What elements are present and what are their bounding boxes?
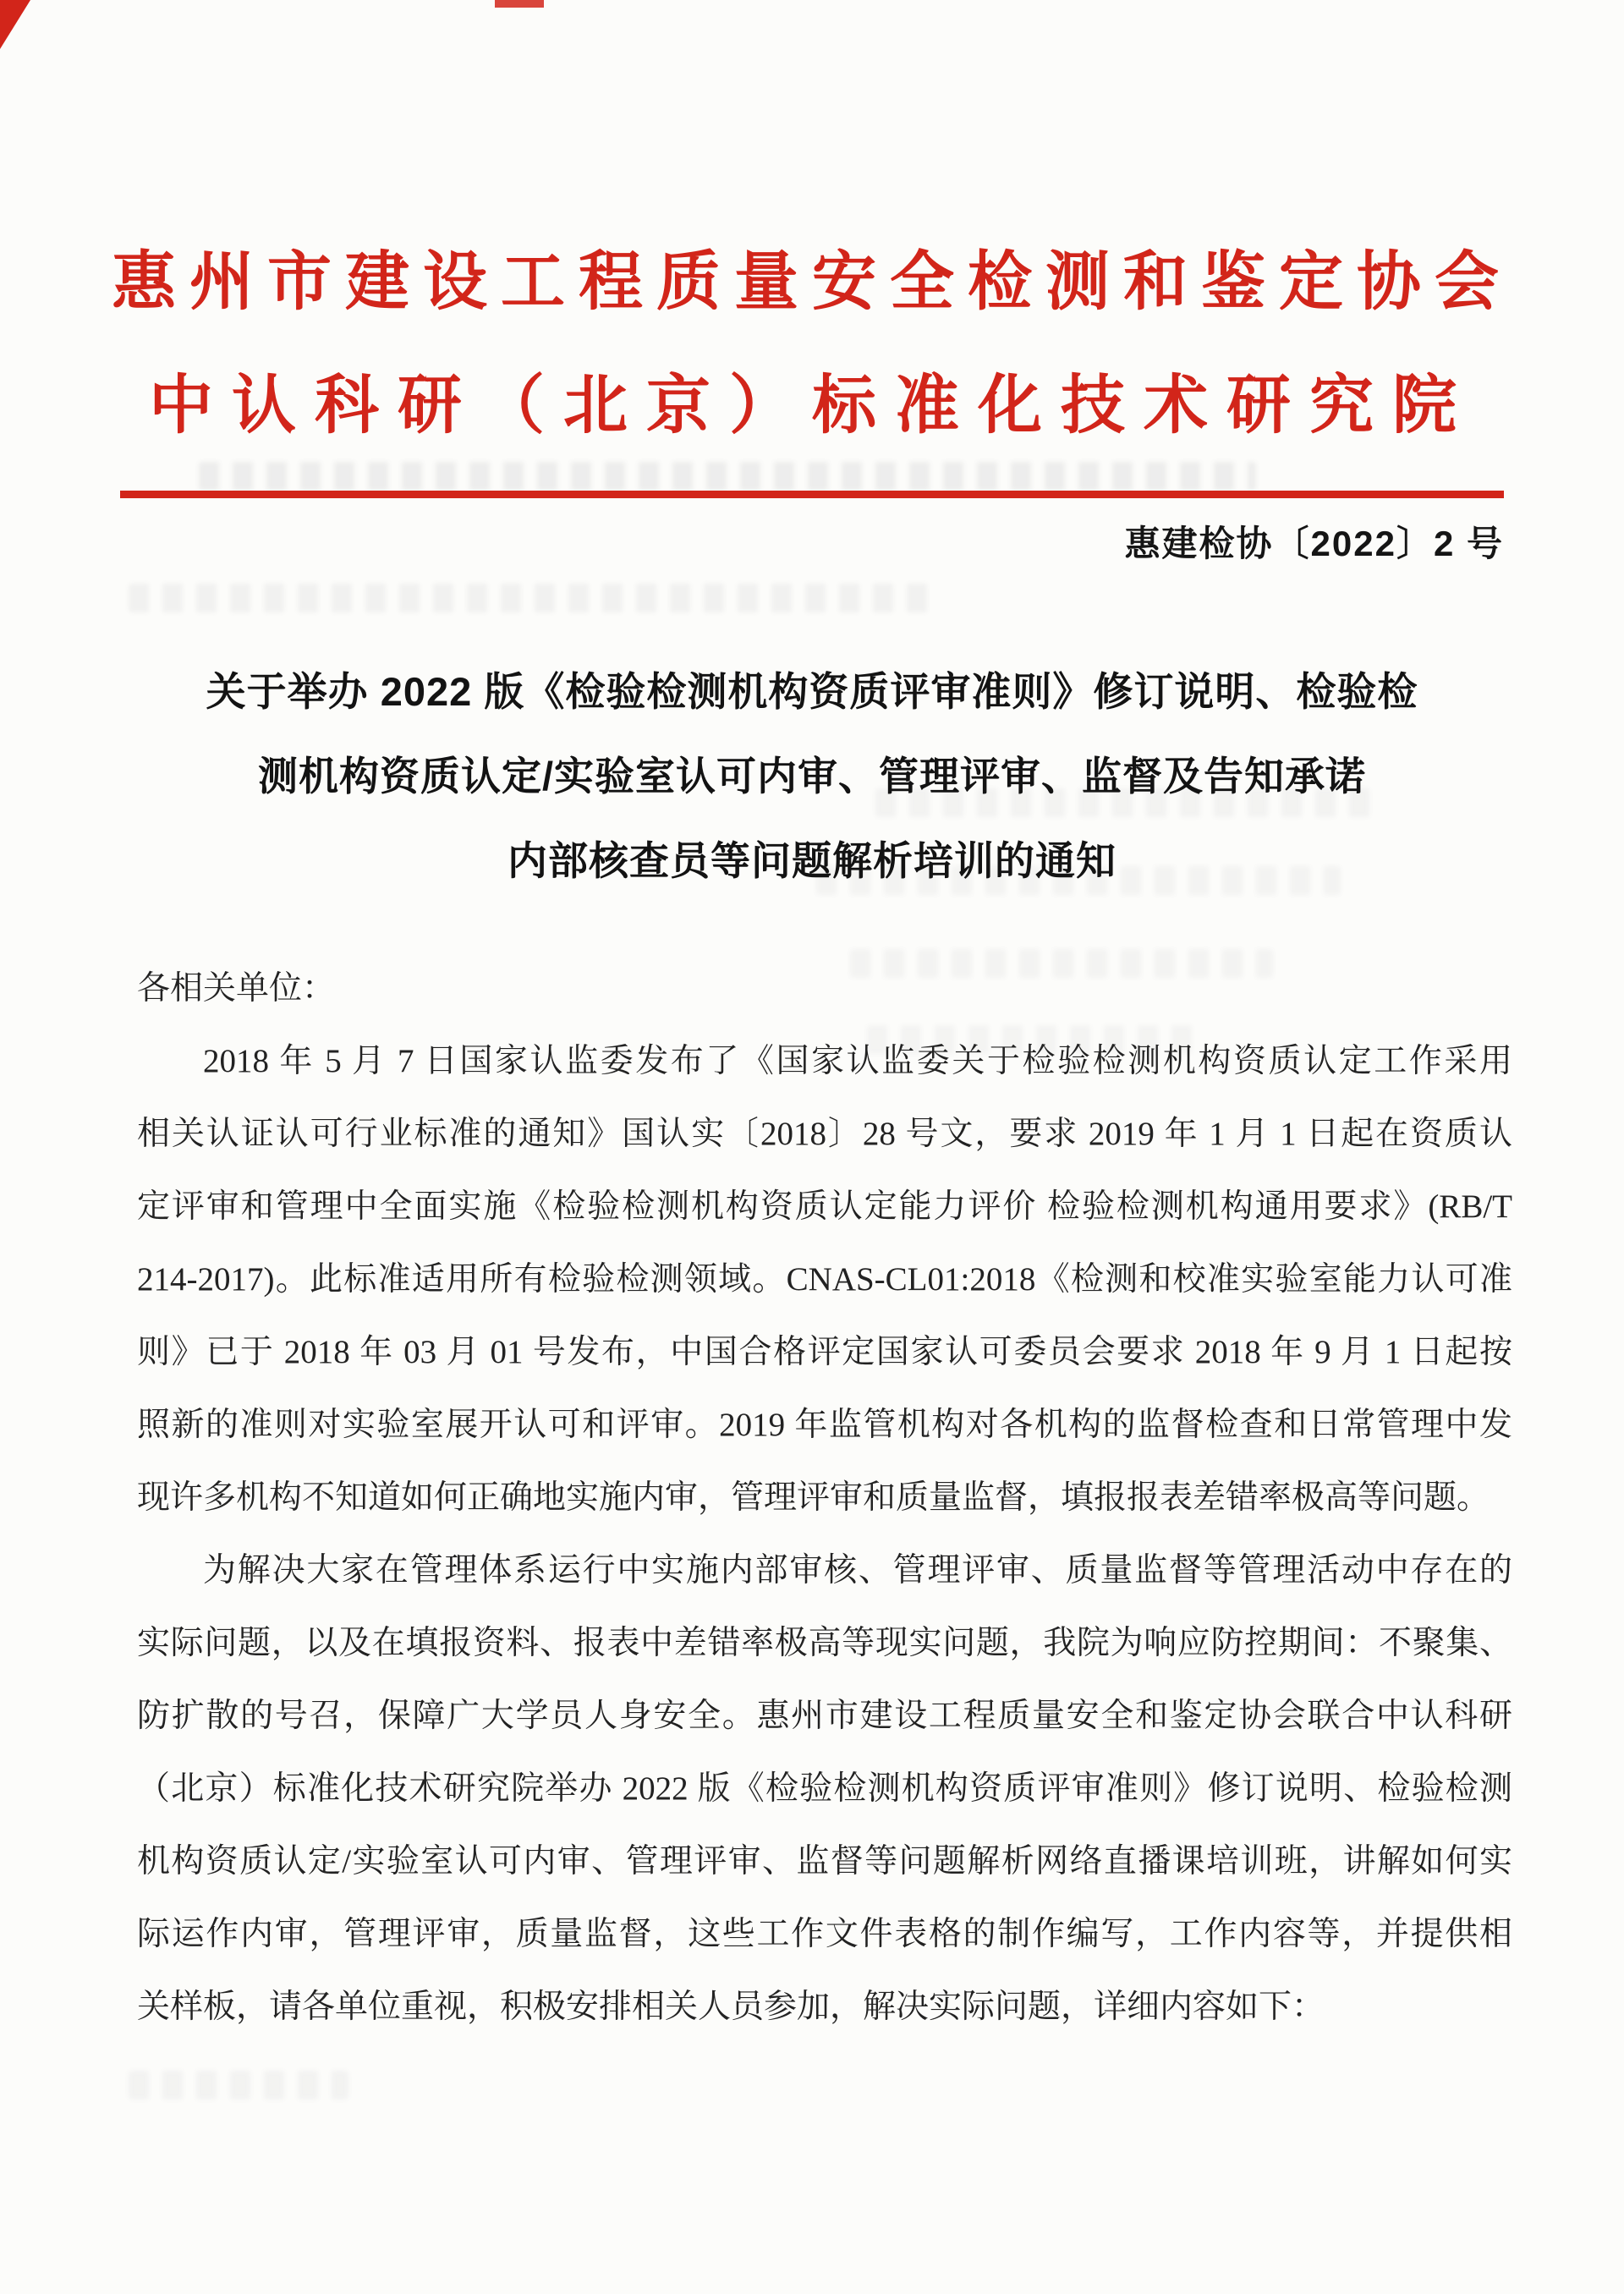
notice-title-line: 内部核查员等问题解析培训的通知: [508, 838, 1116, 883]
paragraph-1: [137, 1025, 1512, 1534]
body-line: （北京）标准化技术研究院举办 2022 版《检验检测机构资质评审准则》修订说明、检验检测: [137, 1770, 1512, 1807]
body-line: 关样板，请各单位重视，积极安排相关人员参加，解决实际问题，详细内容如下：: [137, 1989, 1325, 2025]
bleed-through-artifact: [129, 2071, 348, 2099]
scan-edge-mark: [495, 0, 544, 8]
body-line: 为解决大家在管理体系运行中实施内部审核、管理评审、质量监督等管理活动中存在的: [203, 1552, 1512, 1589]
body-line: 相关认证认可行业标准的通知》国认实〔2018〕28 号文，要求 2019 年 1 月 1 日起在资质认: [137, 1116, 1512, 1152]
body-line: 现许多机构不知道如何正确地实施内审，管理评审和质量监督，填报报表差错率极高等问题。: [137, 1479, 1490, 1516]
body-line: 则》已于 2018 年 03 月 01 号发布，中国合格评定国家认可委员会要求 2018 年 9 月 1 日起按: [137, 1334, 1512, 1370]
body-line: 机构资质认定/实验室认可内审、管理评审、监督等问题解析网络直播课培训班，讲解如何实: [137, 1843, 1512, 1880]
org-title-line1: 惠州市建设工程质量安全检测和鉴定协会: [112, 247, 1512, 318]
bleed-through-artifact: [199, 462, 1256, 491]
org-title-line2: 中认科研（北京）标准化技术研究院: [149, 370, 1475, 442]
body-line: 防扩散的号召，保障广大学员人身安全。惠州市建设工程质量安全和鉴定协会联合中认科研: [137, 1698, 1512, 1734]
doc-number: 惠建检协〔2022〕2 号: [1124, 524, 1504, 563]
scan-corner-mark: [0, 0, 34, 51]
bleed-through-artifact: [129, 584, 932, 612]
paragraph-2: [137, 1534, 1512, 2044]
notice-body: [137, 952, 1512, 2044]
body-line: 际运作内审，管理评审，质量监督，这些工作文件表格的制作编写，工作内容等，并提供相: [137, 1916, 1512, 1952]
body-line: 照新的准则对实验室展开认可和评审。2019 年监管机构对各机构的监督检查和日常管理中发: [137, 1407, 1512, 1443]
header-divider: [120, 491, 1504, 498]
body-line: 2018 年 5 月 7 日国家认监委发布了《国家认监委关于检验检测机构资质认定工作采用: [203, 1043, 1512, 1079]
notice-title: [93, 650, 1531, 903]
body-line: 定评审和管理中全面实施《检验检测机构资质认定能力评价 检验检测机构通用要求》(RB/T: [137, 1188, 1512, 1225]
salutation: 各相关单位：: [137, 970, 336, 1007]
body-line: 实际问题，以及在填报资料、报表中差错率极高等现实问题，我院为响应防控期间：不聚集、: [137, 1625, 1512, 1661]
notice-title-line: 关于举办 2022 版《检验检测机构资质评审准则》修订说明、检验检: [206, 669, 1418, 714]
body-line: 214-2017)。此标准适用所有检验检测领域。CNAS-CL01:2018《检测和校准实验室能力认可准: [137, 1261, 1512, 1298]
notice-title-line: 测机构资质认定/实验室认可内审、管理评审、监督及告知承诺: [257, 754, 1367, 799]
